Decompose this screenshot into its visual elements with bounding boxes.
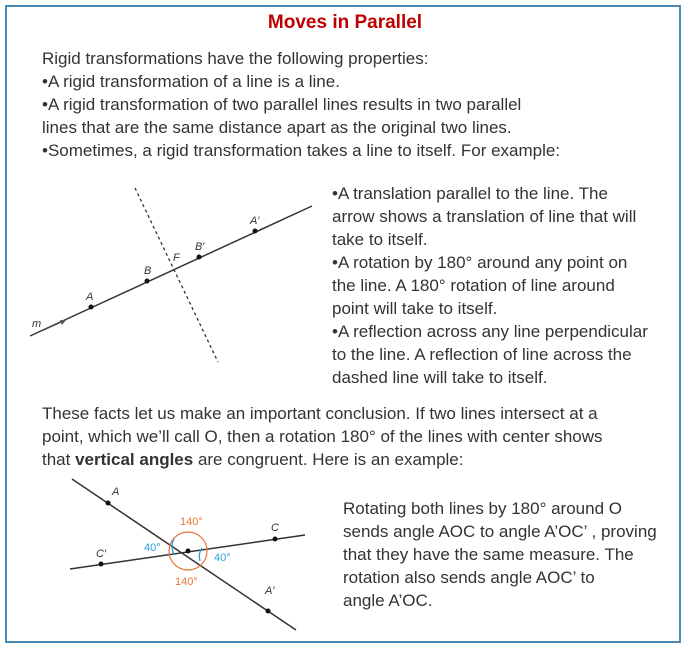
label-a-prime: A′ bbox=[265, 585, 275, 597]
label-c: C bbox=[271, 522, 279, 534]
label-a: A bbox=[86, 291, 94, 303]
vertical-angles-diagram bbox=[60, 475, 320, 635]
rotation-line: sends angle AOC to angle A’OC’ , proving bbox=[343, 522, 657, 541]
label-a-prime: A′ bbox=[250, 215, 260, 227]
example-line: to the line. A reflection of line across the bbox=[332, 345, 632, 364]
point-a bbox=[106, 501, 111, 506]
conclusion-block bbox=[42, 402, 682, 471]
vertical-angles-term: vertical angles bbox=[75, 450, 194, 469]
angle-label-top: 140° bbox=[180, 516, 203, 528]
example-line: point will take to itself. bbox=[332, 299, 498, 318]
angle-label-right: 40° bbox=[214, 552, 231, 564]
intro-line: Rigid transformations have the following properties: bbox=[42, 49, 429, 68]
label-m: m bbox=[32, 318, 42, 330]
point-a-prime bbox=[266, 609, 271, 614]
example-line: •A translation parallel to the line. The bbox=[332, 184, 608, 203]
label-f: F bbox=[173, 252, 180, 264]
angle-label-bottom: 140° bbox=[175, 576, 198, 588]
rotation-line: rotation also sends angle AOC’ to bbox=[343, 568, 595, 587]
intro-block bbox=[42, 47, 682, 162]
label-b: B bbox=[144, 265, 152, 277]
conclusion-line bbox=[42, 448, 682, 471]
conclusion-text: that bbox=[42, 450, 76, 469]
conclusion-text: are congruent. Here is an example: bbox=[193, 450, 464, 469]
rotation-line: Rotating both lines by 180° around O bbox=[343, 499, 622, 518]
line-transformation-diagram bbox=[20, 180, 340, 380]
conclusion-line: These facts let us make an important conclusion. If two lines intersect at a bbox=[42, 404, 598, 423]
example-line: •A rotation by 180° around any point on bbox=[332, 253, 628, 272]
point-c-prime bbox=[99, 562, 104, 567]
rotation-line: that they have the same measure. The bbox=[343, 545, 634, 564]
example-line: dashed line will take to itself. bbox=[332, 368, 548, 387]
angle-label-left: 40° bbox=[144, 542, 161, 554]
rotation-line: angle A’OC. bbox=[343, 591, 433, 610]
point-a-prime bbox=[253, 229, 258, 234]
example-line: the line. A 180° rotation of line around bbox=[332, 276, 615, 295]
line-m bbox=[30, 206, 312, 336]
label-c-prime: C′ bbox=[96, 548, 107, 560]
example-line: take to itself. bbox=[332, 230, 428, 249]
rotation-text-block bbox=[343, 497, 678, 612]
point-c bbox=[273, 537, 278, 542]
examples-block bbox=[332, 182, 677, 389]
conclusion-line: point, which we’ll call O, then a rotation 180° of the lines with center shows bbox=[42, 427, 603, 446]
label-b-prime: B′ bbox=[195, 241, 205, 253]
label-a: A bbox=[112, 486, 120, 498]
bullet-line: lines that are the same distance apart as the original two lines. bbox=[42, 118, 512, 137]
bullet-line: •A rigid transformation of two parallel lines results in two parallel bbox=[42, 95, 522, 114]
point-b-prime bbox=[197, 255, 202, 260]
point-b bbox=[145, 279, 150, 284]
page-title: Moves in Parallel bbox=[267, 12, 423, 33]
example-line: •A reflection across any line perpendicular bbox=[332, 322, 648, 341]
bullet-line: •A rigid transformation of a line is a line. bbox=[42, 72, 340, 91]
bullet-line: •Sometimes, a rigid transformation takes a line to itself. For example: bbox=[42, 141, 561, 160]
point-o bbox=[186, 549, 191, 554]
point-a bbox=[89, 305, 94, 310]
example-line: arrow shows a translation of line that will bbox=[332, 207, 637, 226]
